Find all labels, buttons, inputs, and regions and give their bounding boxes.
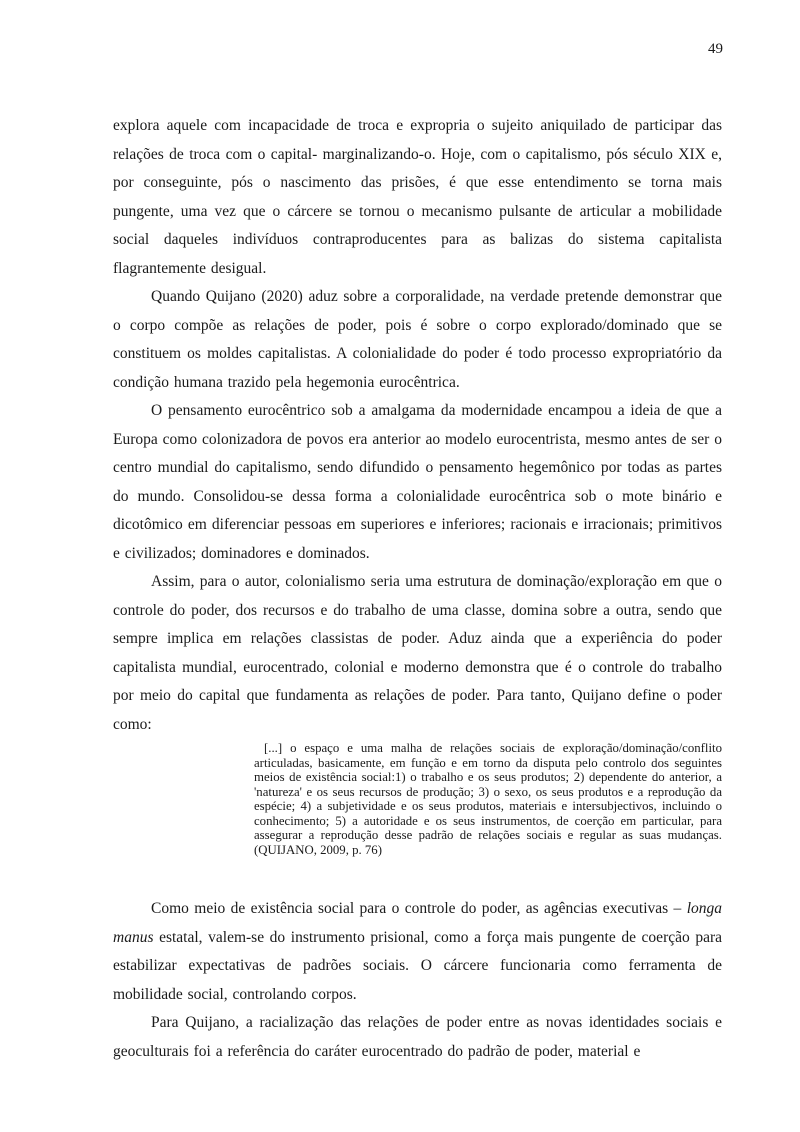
- page-content: [113, 112, 722, 1066]
- block-quote-quijano: [...] o espaço e uma malha de relações sociais de exploração/dominação/conflito articuladas, basicamente, em função e em torno da disputa pelo controlo dos seguintes meios de existência social:1) o trabalho e os seus produtos; 2) dependente do anterior, a 'natureza' e os seus recursos de produção; 3) o sexo, os seus produtos e a reprodução da espécie; 4) a subjetividade e os seus produtos, materiais e intersubjectivos, incluindo o conhecimento; 5) a autoridade e os seus instrumentos, de coerção em particular, para assegurar a reprodução desse padrão de relações sociais e regular as suas mudanças. (QUIJANO, 2009, p. 76): [254, 741, 722, 857]
- paragraph-quijano-corporalidade: Quando Quijano (2020) aduz sobre a corporalidade, na verdade pretende demonstrar que o corpo compõe as relações de poder, pois é sobre o corpo explorado/dominado que se constituem os moldes capitalistas. A colonialidade do poder é todo processo expropriatório da condição humana trazido pela hegemonia eurocêntrica.: [113, 288, 722, 391]
- paragraph-agencias-segment-start: Como meio de existência social para o controle do poder, as agências executivas –: [151, 900, 687, 917]
- paragraph-agencias-executivas: [113, 895, 722, 1009]
- paragraph-agencias-segment-end: estatal, valem-se do instrumento prisional, como a força mais pungente de coerção para estabilizar expectativas de padrões sociais. O cárcere funcionaria como ferramenta de mobilidade social, controlando corpos.: [113, 928, 722, 1003]
- latin-term-longa-manus: longa manus: [113, 900, 722, 946]
- paragraph-continuation: explora aquele com incapacidade de troca e expropria o sujeito aniquilado de participar das relações de troca com o capital- marginalizando-o. Hoje, com o capitalismo, pós século XIX e, por conseguinte, pós o nascimento das prisões, é que esse entendimento se torna mais pungente, uma vez que o cárcere se tornou o mecanismo pulsante de articular a mobilidade social daqueles indivíduos contraproducentes para as balizas do sistema capitalista flagrantemente desigual.: [113, 117, 722, 277]
- paragraph-pensamento-eurocentrico: O pensamento eurocêntrico sob a amalgama da modernidade encampou a ideia de que a Europa como colonizadora de povos era anterior ao modelo eurocentrista, mesmo antes de ser o centro mundial do capitalismo, sendo difundido o pensamento hegemônico por todas as partes do mundo. Consolidou-se dessa forma a colonialidade eurocêntrica sob o mote binário e dicotômico em diferenciar pessoas em superiores e inferiores; racionais e irracionais; primitivos e civilizados; dominadores e dominados.: [113, 402, 722, 562]
- page-number: 49: [708, 41, 723, 57]
- paragraph-colonialismo-estrutura: Assim, para o autor, colonialismo seria uma estrutura de dominação/exploração em que o controle do poder, dos recursos e do trabalho de uma classe, domina sobre a outra, sendo que sempre implica em relações classistas de poder. Aduz ainda que a experiência do poder capitalista mundial, eurocentrado, colonial e moderno demonstra que é o controle do trabalho por meio do capital que fundamenta as relações de poder. Para tanto, Quijano define o poder como:: [113, 573, 722, 733]
- paragraph-racializacao: Para Quijano, a racialização das relações de poder entre as novas identidades sociais e geoculturais foi a referência do caráter eurocentrado do padrão de poder, material e: [113, 1014, 722, 1060]
